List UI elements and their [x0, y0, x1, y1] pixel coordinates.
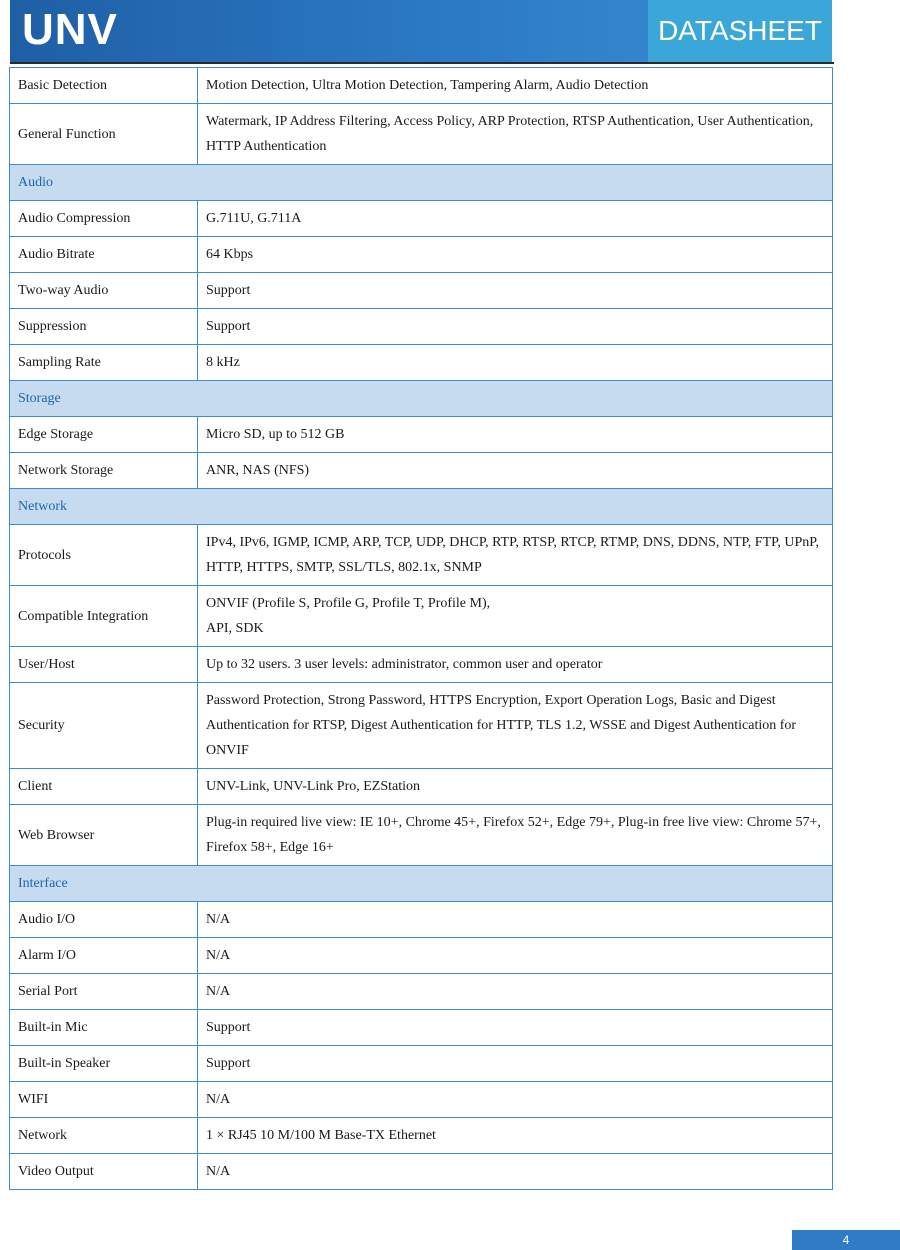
table-row — [10, 201, 833, 237]
spec-value: N/A — [198, 1082, 833, 1118]
table-row — [10, 237, 833, 273]
spec-key: Sampling Rate — [10, 345, 198, 381]
spec-value: 64 Kbps — [198, 237, 833, 273]
spec-key: Alarm I/O — [10, 938, 198, 974]
table-row — [10, 647, 833, 683]
spec-key: Client — [10, 769, 198, 805]
table-row — [10, 1010, 833, 1046]
datasheet-badge: DATASHEET — [648, 0, 832, 62]
spec-key: Compatible Integration — [10, 586, 198, 647]
spec-table — [9, 67, 833, 1190]
value-line: ONVIF (Profile S, Profile G, Profile T, Profile M), — [206, 596, 491, 611]
table-row — [10, 453, 833, 489]
table-row — [10, 769, 833, 805]
spec-key: Suppression — [10, 309, 198, 345]
table-row — [10, 104, 833, 165]
table-row — [10, 345, 833, 381]
table-row — [10, 1118, 833, 1154]
table-row — [10, 974, 833, 1010]
table-row — [10, 1046, 833, 1082]
spec-value: Plug-in required live view: IE 10+, Chrome 45+, Firefox 52+, Edge 79+, Plug-in free live view: Chrome 57+, Firefox 58+, Edge 16+ — [198, 805, 833, 866]
spec-value — [198, 586, 833, 647]
table-row — [10, 902, 833, 938]
table-row — [10, 309, 833, 345]
spec-key: Security — [10, 683, 198, 769]
spec-key: Two-way Audio — [10, 273, 198, 309]
spec-key: Video Output — [10, 1154, 198, 1190]
section-title: Interface — [10, 866, 833, 902]
spec-value: Watermark, IP Address Filtering, Access Policy, ARP Protection, RTSP Authentication, User Authentication, HTTP Authentication — [198, 104, 833, 165]
table-row — [10, 417, 833, 453]
spec-value: N/A — [198, 938, 833, 974]
spec-key: Audio I/O — [10, 902, 198, 938]
table-row — [10, 1154, 833, 1190]
spec-value: Motion Detection, Ultra Motion Detection, Tampering Alarm, Audio Detection — [198, 68, 833, 104]
spec-key: Protocols — [10, 525, 198, 586]
spec-key: Web Browser — [10, 805, 198, 866]
spec-value: N/A — [198, 902, 833, 938]
section-header-network — [10, 489, 833, 525]
section-title: Audio — [10, 165, 833, 201]
spec-key: User/Host — [10, 647, 198, 683]
table-row — [10, 805, 833, 866]
table-row — [10, 273, 833, 309]
spec-value: 1 × RJ45 10 M/100 M Base-TX Ethernet — [198, 1118, 833, 1154]
spec-key: Audio Compression — [10, 201, 198, 237]
spec-key: Audio Bitrate — [10, 237, 198, 273]
spec-key: Built-in Mic — [10, 1010, 198, 1046]
spec-value: Support — [198, 273, 833, 309]
spec-value: N/A — [198, 1154, 833, 1190]
spec-value: Support — [198, 1010, 833, 1046]
spec-value: IPv4, IPv6, IGMP, ICMP, ARP, TCP, UDP, DHCP, RTP, RTSP, RTCP, RTMP, DNS, DDNS, NTP, FTP, UPnP, HTTP, HTTPS, SMTP, SSL/TLS, 802.1x, SNMP — [198, 525, 833, 586]
page-number: 4 — [792, 1230, 900, 1250]
spec-value: N/A — [198, 974, 833, 1010]
spec-value: Up to 32 users. 3 user levels: administrator, common user and operator — [198, 647, 833, 683]
spec-value: Password Protection, Strong Password, HTTPS Encryption, Export Operation Logs, Basic and Digest Authentication for RTSP, Digest Authentication for HTTP, TLS 1.2, WSSE and Digest Authentication for ONVIF — [198, 683, 833, 769]
unv-logo: UNV — [22, 5, 118, 54]
table-row — [10, 938, 833, 974]
section-title: Storage — [10, 381, 833, 417]
section-title: Network — [10, 489, 833, 525]
spec-key: Network — [10, 1118, 198, 1154]
spec-key: WIFI — [10, 1082, 198, 1118]
spec-key: Basic Detection — [10, 68, 198, 104]
spec-value: G.711U, G.711A — [198, 201, 833, 237]
spec-key: Serial Port — [10, 974, 198, 1010]
spec-value: Support — [198, 1046, 833, 1082]
section-header-interface — [10, 866, 833, 902]
table-row — [10, 525, 833, 586]
spec-value: Micro SD, up to 512 GB — [198, 417, 833, 453]
value-line: API, SDK — [206, 621, 264, 636]
table-row — [10, 1082, 833, 1118]
section-header-audio — [10, 165, 833, 201]
spec-value: 8 kHz — [198, 345, 833, 381]
spec-value: ANR, NAS (NFS) — [198, 453, 833, 489]
spec-value: UNV-Link, UNV-Link Pro, EZStation — [198, 769, 833, 805]
spec-key: General Function — [10, 104, 198, 165]
table-row — [10, 586, 833, 647]
spec-key: Network Storage — [10, 453, 198, 489]
table-row — [10, 683, 833, 769]
spec-key: Built-in Speaker — [10, 1046, 198, 1082]
header-divider — [10, 62, 834, 64]
spec-key: Edge Storage — [10, 417, 198, 453]
spec-value: Support — [198, 309, 833, 345]
table-row — [10, 68, 833, 104]
section-header-storage — [10, 381, 833, 417]
